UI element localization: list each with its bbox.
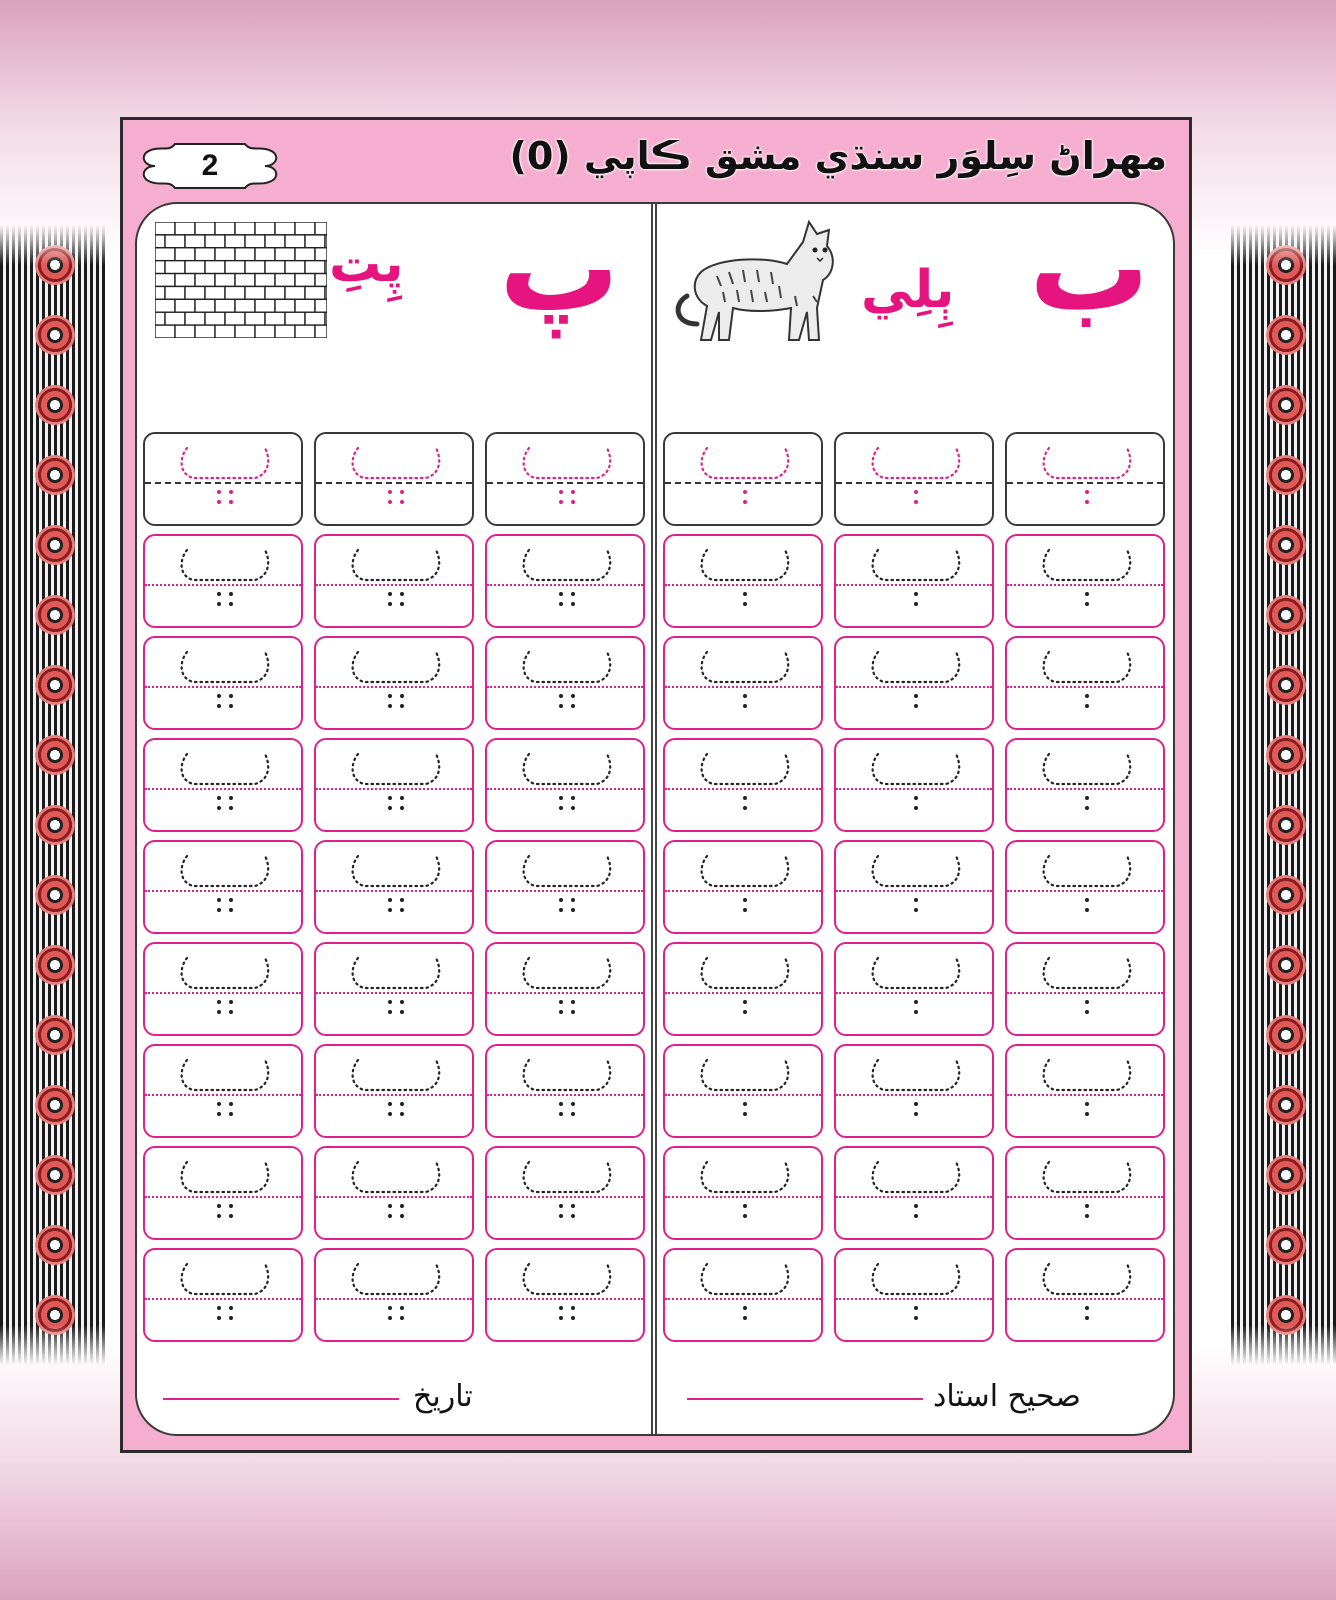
- dotted-letter-trace: [145, 1046, 305, 1140]
- tracing-cell[interactable]: [485, 942, 645, 1036]
- dotted-letter-trace: [836, 434, 996, 528]
- dotted-letter-trace: [1007, 1148, 1167, 1242]
- dotted-letter-trace: [1007, 944, 1167, 1038]
- flower-motif-icon: [1266, 385, 1306, 425]
- dotted-letter-trace: [487, 638, 647, 732]
- flower-motif-icon: [35, 315, 75, 355]
- dotted-letter-trace: [836, 944, 996, 1038]
- tracing-cell[interactable]: [834, 1248, 994, 1342]
- dotted-letter-trace: [316, 434, 476, 528]
- tracing-cell[interactable]: [834, 1044, 994, 1138]
- dotted-letter-trace: [1007, 536, 1167, 630]
- dotted-letter-trace: [665, 842, 825, 936]
- dotted-letter-trace: [316, 944, 476, 1038]
- dotted-letter-trace: [836, 842, 996, 936]
- tracing-cell[interactable]: [1005, 840, 1165, 934]
- dotted-letter-trace: [836, 740, 996, 834]
- tracing-cell[interactable]: [485, 636, 645, 730]
- featured-letter: ب: [1029, 202, 1150, 338]
- tracing-cell[interactable]: [834, 942, 994, 1036]
- dotted-letter-trace: [145, 944, 305, 1038]
- model-tracing-cell[interactable]: [314, 432, 474, 526]
- teacher-signature-line[interactable]: [687, 1398, 923, 1400]
- dotted-letter-trace: [487, 740, 647, 834]
- tracing-cell[interactable]: [834, 1146, 994, 1240]
- tracing-cell[interactable]: [314, 1044, 474, 1138]
- dotted-letter-trace: [665, 740, 825, 834]
- flower-motif-icon: [1266, 1155, 1306, 1195]
- tracing-cell[interactable]: [834, 636, 994, 730]
- model-tracing-cell[interactable]: [485, 432, 645, 526]
- tracing-cell[interactable]: [834, 840, 994, 934]
- model-tracing-cell[interactable]: [143, 432, 303, 526]
- dotted-letter-trace: [665, 434, 825, 528]
- tracing-cell[interactable]: [143, 738, 303, 832]
- featured-letter: پ: [499, 202, 620, 338]
- flower-motif-icon: [1266, 595, 1306, 635]
- tracing-cell[interactable]: [663, 840, 823, 934]
- flower-motif-icon: [35, 1295, 75, 1335]
- tracing-cell[interactable]: [1005, 1044, 1165, 1138]
- dotted-letter-trace: [316, 1046, 476, 1140]
- flower-motif-icon: [35, 1015, 75, 1055]
- dotted-letter-trace: [665, 536, 825, 630]
- decorative-border-right: [1231, 225, 1336, 1365]
- tracing-cell[interactable]: [663, 738, 823, 832]
- dotted-letter-trace: [316, 536, 476, 630]
- dotted-letter-trace: [316, 740, 476, 834]
- flower-motif-icon: [35, 1085, 75, 1125]
- model-tracing-cell[interactable]: [663, 432, 823, 526]
- flower-motif-icon: [35, 1155, 75, 1195]
- flower-motif-icon: [1266, 945, 1306, 985]
- decorative-border-left: [0, 225, 105, 1365]
- dotted-letter-trace: [836, 536, 996, 630]
- example-word: پِتِ: [329, 234, 404, 294]
- tracing-cell[interactable]: [485, 1044, 645, 1138]
- dotted-letter-trace: [145, 536, 305, 630]
- tracing-cell[interactable]: [143, 1044, 303, 1138]
- dotted-letter-trace: [145, 434, 305, 528]
- tracing-cell[interactable]: [314, 1146, 474, 1240]
- flower-motif-icon: [1266, 1015, 1306, 1055]
- flower-motif-icon: [1266, 525, 1306, 565]
- dotted-letter-trace: [1007, 434, 1167, 528]
- tracing-cell[interactable]: [1005, 534, 1165, 628]
- date-line[interactable]: [163, 1398, 399, 1400]
- dotted-letter-trace: [145, 740, 305, 834]
- flower-motif-icon: [35, 595, 75, 635]
- flower-motif-icon: [35, 385, 75, 425]
- tracing-cell[interactable]: [1005, 942, 1165, 1036]
- tracing-grid: [663, 432, 1165, 1342]
- tracing-cell[interactable]: [314, 840, 474, 934]
- tracing-cell[interactable]: [663, 1146, 823, 1240]
- flower-motif-icon: [1266, 1085, 1306, 1125]
- dotted-letter-trace: [836, 638, 996, 732]
- tracing-cell[interactable]: [663, 1248, 823, 1342]
- flower-motif-icon: [35, 1225, 75, 1265]
- tracing-cell[interactable]: [143, 636, 303, 730]
- dotted-letter-trace: [665, 1148, 825, 1242]
- dotted-letter-trace: [487, 434, 647, 528]
- dotted-letter-trace: [316, 638, 476, 732]
- tracing-cell[interactable]: [663, 534, 823, 628]
- tracing-cell[interactable]: [143, 1248, 303, 1342]
- tracing-cell[interactable]: [314, 1248, 474, 1342]
- flower-motif-icon: [1266, 245, 1306, 285]
- page-number: 2: [201, 149, 219, 182]
- left-panel: [137, 204, 651, 1434]
- cat-icon: [667, 212, 849, 344]
- right-panel: [657, 204, 1171, 1434]
- dotted-letter-trace: [836, 1046, 996, 1140]
- dotted-letter-trace: [145, 1250, 305, 1344]
- dotted-letter-trace: [487, 536, 647, 630]
- flower-motif-icon: [35, 665, 75, 705]
- page-number-badge: [135, 140, 285, 192]
- flower-motif-icon: [1266, 665, 1306, 705]
- tracing-cell[interactable]: [143, 1146, 303, 1240]
- tracing-cell[interactable]: [663, 636, 823, 730]
- flower-motif-icon: [1266, 455, 1306, 495]
- dotted-letter-trace: [316, 1148, 476, 1242]
- dotted-letter-trace: [1007, 1046, 1167, 1140]
- dotted-letter-trace: [145, 638, 305, 732]
- tracing-cell[interactable]: [663, 942, 823, 1036]
- dotted-letter-trace: [836, 1148, 996, 1242]
- dotted-letter-trace: [487, 944, 647, 1038]
- tracing-cell[interactable]: [663, 1044, 823, 1138]
- flower-motif-icon: [1266, 315, 1306, 355]
- tracing-cell[interactable]: [485, 1248, 645, 1342]
- tracing-cell[interactable]: [143, 840, 303, 934]
- teacher-signature-label: صحيح استاد: [933, 1379, 1081, 1414]
- page-title: مهراڻ سِلوَر سنڌي مشق ڪاپي (0): [509, 134, 1167, 178]
- flower-motif-icon: [1266, 735, 1306, 775]
- tracing-grid: [143, 432, 645, 1342]
- flower-motif-icon: [1266, 1225, 1306, 1265]
- flower-motif-icon: [35, 805, 75, 845]
- flower-motif-icon: [35, 525, 75, 565]
- tracing-cell[interactable]: [314, 942, 474, 1036]
- dotted-letter-trace: [487, 842, 647, 936]
- tracing-cell[interactable]: [1005, 738, 1165, 832]
- dotted-letter-trace: [487, 1046, 647, 1140]
- tracing-cell[interactable]: [485, 534, 645, 628]
- flower-motif-icon: [35, 245, 75, 285]
- model-tracing-cell[interactable]: [834, 432, 994, 526]
- tracing-cell[interactable]: [834, 738, 994, 832]
- flower-motif-icon: [35, 875, 75, 915]
- tracing-cell[interactable]: [143, 534, 303, 628]
- dotted-letter-trace: [665, 638, 825, 732]
- dotted-letter-trace: [145, 842, 305, 936]
- example-word: ٻِلِي: [861, 260, 955, 320]
- dotted-letter-trace: [316, 842, 476, 936]
- dotted-letter-trace: [316, 1250, 476, 1344]
- tracing-cell[interactable]: [1005, 636, 1165, 730]
- practice-sheet: [135, 202, 1175, 1436]
- dotted-letter-trace: [1007, 740, 1167, 834]
- dotted-letter-trace: [665, 1046, 825, 1140]
- dotted-letter-trace: [145, 1148, 305, 1242]
- tracing-cell[interactable]: [1005, 1146, 1165, 1240]
- tracing-cell[interactable]: [485, 840, 645, 934]
- worksheet-frame: [120, 117, 1192, 1453]
- tracing-cell[interactable]: [314, 738, 474, 832]
- flower-motif-icon: [1266, 1295, 1306, 1335]
- tracing-cell[interactable]: [1005, 1248, 1165, 1342]
- flower-motif-icon: [35, 735, 75, 775]
- tracing-cell[interactable]: [143, 942, 303, 1036]
- dotted-letter-trace: [1007, 1250, 1167, 1344]
- tracing-cell[interactable]: [834, 534, 994, 628]
- tracing-cell[interactable]: [485, 1146, 645, 1240]
- tracing-cell[interactable]: [314, 636, 474, 730]
- flower-motif-icon: [1266, 875, 1306, 915]
- tracing-cell[interactable]: [485, 738, 645, 832]
- dotted-letter-trace: [1007, 638, 1167, 732]
- model-tracing-cell[interactable]: [1005, 432, 1165, 526]
- dotted-letter-trace: [836, 1250, 996, 1344]
- dotted-letter-trace: [665, 1250, 825, 1344]
- dotted-letter-trace: [1007, 842, 1167, 936]
- brick-wall-icon: [155, 222, 327, 338]
- flower-motif-icon: [1266, 805, 1306, 845]
- flower-motif-icon: [35, 455, 75, 495]
- dotted-letter-trace: [487, 1250, 647, 1344]
- dotted-letter-trace: [487, 1148, 647, 1242]
- flower-motif-icon: [35, 945, 75, 985]
- tracing-cell[interactable]: [314, 534, 474, 628]
- dotted-letter-trace: [665, 944, 825, 1038]
- date-label: تاريخ: [413, 1379, 473, 1414]
